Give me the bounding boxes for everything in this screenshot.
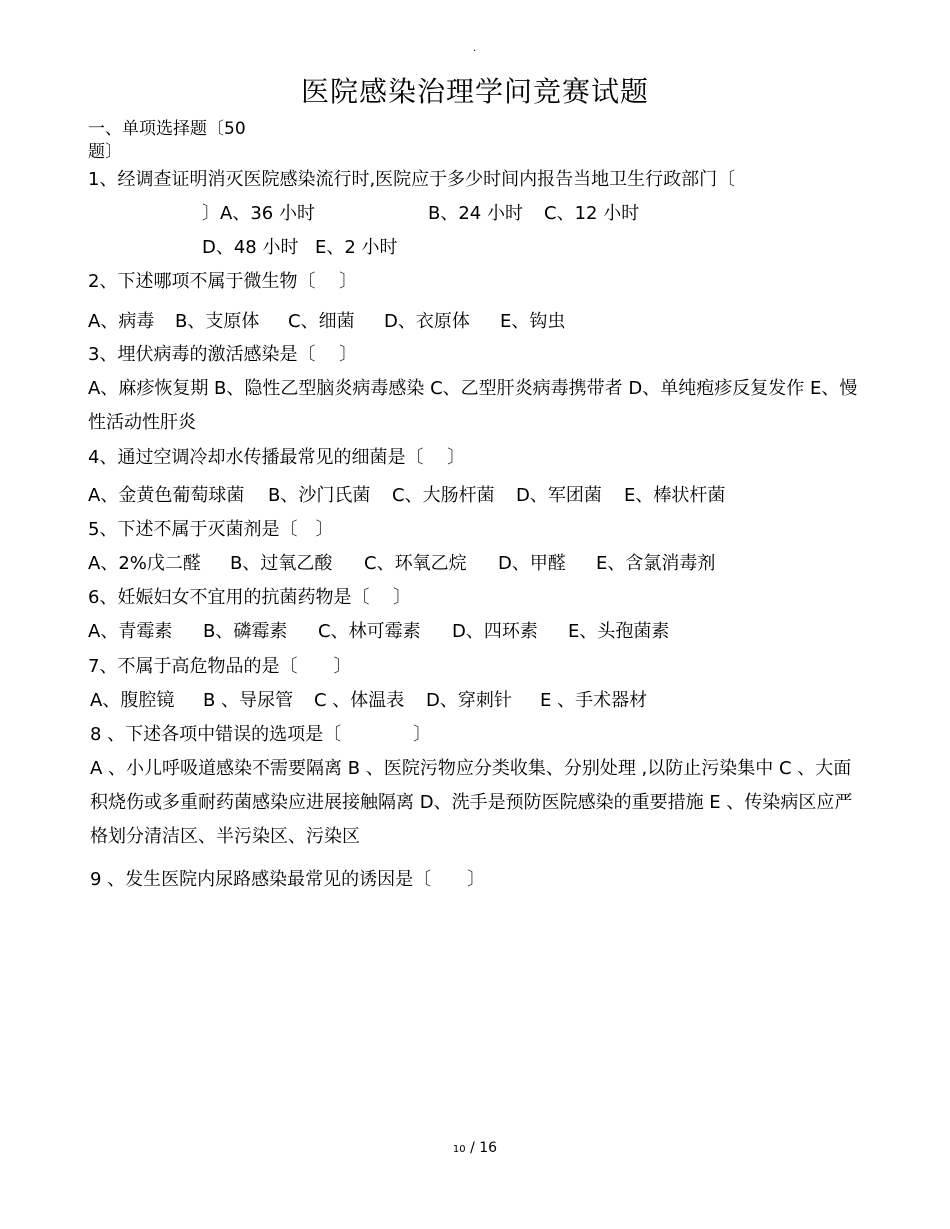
- page-number: [0, 1140, 950, 1156]
- question-4-stem: 4、通过空调冷却水传播最常见的细菌是〔 〕: [88, 447, 466, 468]
- section-heading-line1: 一、单项选择题〔50: [88, 119, 246, 139]
- header-mark: .: [473, 43, 477, 54]
- option: C、环氧乙烷: [364, 553, 467, 574]
- option: D、穿刺针: [426, 690, 512, 711]
- option: B、过氧乙酸: [230, 553, 333, 574]
- option: B、支原体: [175, 311, 260, 332]
- option: C、细菌: [288, 311, 355, 332]
- question-6-stem: 6、妊娠妇女不宜用的抗菌药物是〔 〕: [88, 587, 412, 608]
- question-9-stem: 9 、发生医院内尿路感染最常见的诱因是〔 〕: [90, 869, 486, 890]
- question-5-stem: 5、下述不属于灭菌剂是〔 〕: [88, 519, 334, 540]
- question-7-options: [90, 689, 647, 713]
- page-current: 10: [452, 1144, 466, 1155]
- option: B 、导尿管: [203, 690, 294, 711]
- option: E 、手术器材: [540, 690, 648, 711]
- question-4-options: [88, 484, 725, 508]
- option: C 、体温表: [314, 690, 405, 711]
- question-5-options: [88, 552, 715, 576]
- section-heading-line2: 题〕: [88, 142, 122, 162]
- option: A、腹腔镜: [90, 690, 175, 711]
- question-1-options-row2: [202, 236, 398, 260]
- question-6-options: [88, 620, 669, 644]
- option: C、林可霉素: [318, 621, 421, 642]
- option: C、12 小时: [544, 203, 640, 224]
- question-1-options-row1: [202, 202, 639, 226]
- page-total: 16: [479, 1140, 498, 1156]
- question-3-options: A、麻疹恢复期 B、隐性乙型脑炎病毒感染 C、乙型肝炎病毒携带者 D、单纯疱疹反复发作 E、慢性活动性肝炎: [88, 378, 858, 433]
- page-separator: /: [470, 1140, 475, 1156]
- option: D、衣原体: [384, 311, 470, 332]
- question-8-options: A 、小儿呼吸道感染不需要隔离 B 、医院污物应分类收集、分别处理 ,以防止污染集中 C 、大面积烧伤或多重耐药菌感染应进展接触隔离 D、洗手是预防医院感染的重要措施 E 、传染病区应严格划分清洁区、半污染区、污染区: [90, 758, 853, 847]
- question-8-stem: 8 、下述各项中错误的选项是〔 〕: [90, 724, 432, 745]
- option: B、磷霉素: [203, 621, 288, 642]
- option: A、2%戊二醛: [88, 553, 201, 574]
- option: B、24 小时: [428, 203, 523, 224]
- question-7-stem: 7、不属于高危物品的是〔 〕: [88, 656, 352, 677]
- option: A、青霉素: [88, 621, 173, 642]
- option: D、48 小时: [202, 237, 299, 258]
- question-1-stem: 1、经调查证明消灭医院感染流行时,医院应于多少时间内报告当地卫生行政部门〔: [88, 169, 736, 190]
- option: B、沙门氏菌: [268, 485, 371, 506]
- option: D、甲醛: [498, 553, 566, 574]
- option: E、2 小时: [315, 237, 398, 258]
- option: A、金黄色葡萄球菌: [88, 485, 245, 506]
- option: E、头孢菌素: [568, 621, 670, 642]
- option: 〕A、36 小时: [202, 203, 315, 224]
- section-heading: [88, 118, 278, 164]
- option: E、钩虫: [500, 311, 566, 332]
- question-2-stem: 2、下述哪项不属于微生物〔 〕: [88, 271, 358, 292]
- option: E、含氯消毒剂: [596, 553, 716, 574]
- option: E、棒状杆菌: [624, 485, 726, 506]
- option: D、军团菌: [516, 485, 602, 506]
- option: A、病毒: [88, 311, 155, 332]
- option: D、四环素: [452, 621, 538, 642]
- question-3-stem: 3、埋伏病毒的激活感染是〔 〕: [88, 344, 358, 365]
- option: C、大肠杆菌: [392, 485, 495, 506]
- question-2-options: [88, 310, 565, 334]
- page-title: 医院感染治理学问竞赛试题: [300, 75, 649, 108]
